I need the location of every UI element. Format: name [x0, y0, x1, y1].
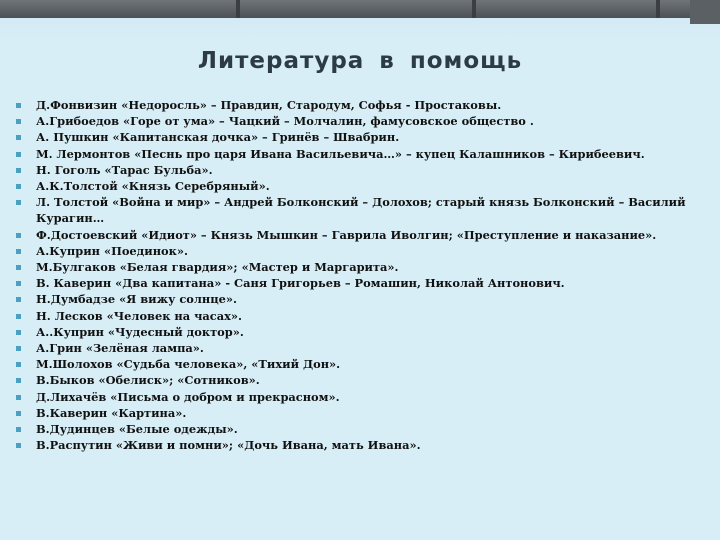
bullet-square-icon [16, 135, 21, 140]
list-item [14, 437, 704, 453]
bullet-square-icon [16, 168, 21, 173]
bullet-square-icon [16, 265, 21, 270]
bullet-square-icon [16, 411, 21, 416]
list-item [14, 178, 704, 194]
list-item [14, 389, 704, 405]
list-item [14, 129, 704, 145]
bullet-square-icon [16, 362, 21, 367]
slide-title: Литература в помощь [197, 48, 523, 74]
list-item-text: А.Куприн «Поединок». [36, 243, 188, 258]
list-item-text: А. Пушкин «Капитанская дочка» – Гринёв – Швабрин. [36, 130, 400, 145]
list-item [14, 356, 704, 372]
bullet-square-icon [16, 346, 21, 351]
list-item [14, 372, 704, 388]
list-item [14, 275, 704, 291]
list-item [14, 227, 704, 243]
bullet-square-icon [16, 427, 21, 432]
bullet-square-icon [16, 249, 21, 254]
list-item [14, 340, 704, 356]
bullet-square-icon [16, 378, 21, 383]
list-item [14, 162, 704, 178]
list-item [14, 259, 704, 275]
list-item-text: М.Булгаков «Белая гвардия»; «Мастер и Маргарита». [36, 260, 399, 275]
list-item-text: В.Быков «Обелиск»; «Сотников». [36, 373, 260, 388]
list-item-text: В.Дудинцев «Белые одежды». [36, 422, 238, 437]
list-item-text: Н. Лесков «Человек на часах». [36, 308, 242, 323]
list-item-text: Л. Толстой «Война и мир» – Андрей Болконский – Долохов; старый князь Болконский – Василий Курагин… [36, 195, 686, 226]
list-item [14, 146, 704, 162]
bullet-square-icon [16, 314, 21, 319]
decor-divider [656, 0, 660, 18]
corner-decor [690, 0, 720, 24]
bullet-square-icon [16, 297, 21, 302]
list-item-text: А.Грибоедов «Горе от ума» – Чацкий – Молчалин, фамусовское общество . [36, 114, 534, 129]
list-item [14, 243, 704, 259]
list-item [14, 194, 704, 226]
bullet-square-icon [16, 184, 21, 189]
list-item [14, 308, 704, 324]
list-item [14, 97, 704, 113]
list-item-text: Н. Гоголь «Тарас Бульба». [36, 162, 213, 177]
list-item-text: В. Каверин «Два капитана» - Саня Григорьев – Ромашин, Николай Антонович. [36, 276, 565, 291]
bullet-square-icon [16, 281, 21, 286]
bullet-square-icon [16, 395, 21, 400]
list-item-text: В.Каверин «Картина». [36, 405, 187, 420]
bullet-square-icon [16, 233, 21, 238]
list-item-text: Ф.Достоевский «Идиот» – Князь Мышкин – Гаврила Иволгин; «Преступление и наказание». [36, 227, 657, 242]
bullet-square-icon [16, 103, 21, 108]
bullet-square-icon [16, 119, 21, 124]
list-item-text: Д.Фонвизин «Недоросль» – Правдин, Стародум, Софья - Простаковы. [36, 98, 502, 112]
list-item-text: А.Грин «Зелёная лампа». [36, 341, 204, 356]
decor-divider [472, 0, 476, 18]
list-item [14, 421, 704, 437]
bullet-square-icon [16, 443, 21, 448]
literature-list [14, 97, 704, 453]
bullet-square-icon [16, 330, 21, 335]
list-item-text: А..Куприн «Чудесный доктор». [36, 324, 244, 339]
list-item-text: М. Лермонтов «Песнь про царя Ивана Васильевича…» – купец Калашников – Кирибеевич. [36, 146, 645, 161]
list-item-text: М.Шолохов «Судьба человека», «Тихий Дон». [36, 357, 341, 372]
header-decor-bar [0, 0, 690, 18]
bullet-square-icon [16, 152, 21, 157]
list-item-text: А.К.Толстой «Князь Серебряный». [36, 179, 270, 194]
list-item-text: Н.Думбадзе «Я вижу солнце». [36, 292, 237, 307]
list-item-text: Д.Лихачёв «Письма о добром и прекрасном». [36, 389, 340, 404]
bullet-square-icon [16, 200, 21, 205]
decor-divider [236, 0, 240, 18]
list-item [14, 291, 704, 307]
list-item [14, 324, 704, 340]
list-item [14, 113, 704, 129]
list-item-text: В.Распутин «Живи и помни»; «Дочь Ивана, мать Ивана». [36, 438, 421, 453]
list-item [14, 405, 704, 421]
